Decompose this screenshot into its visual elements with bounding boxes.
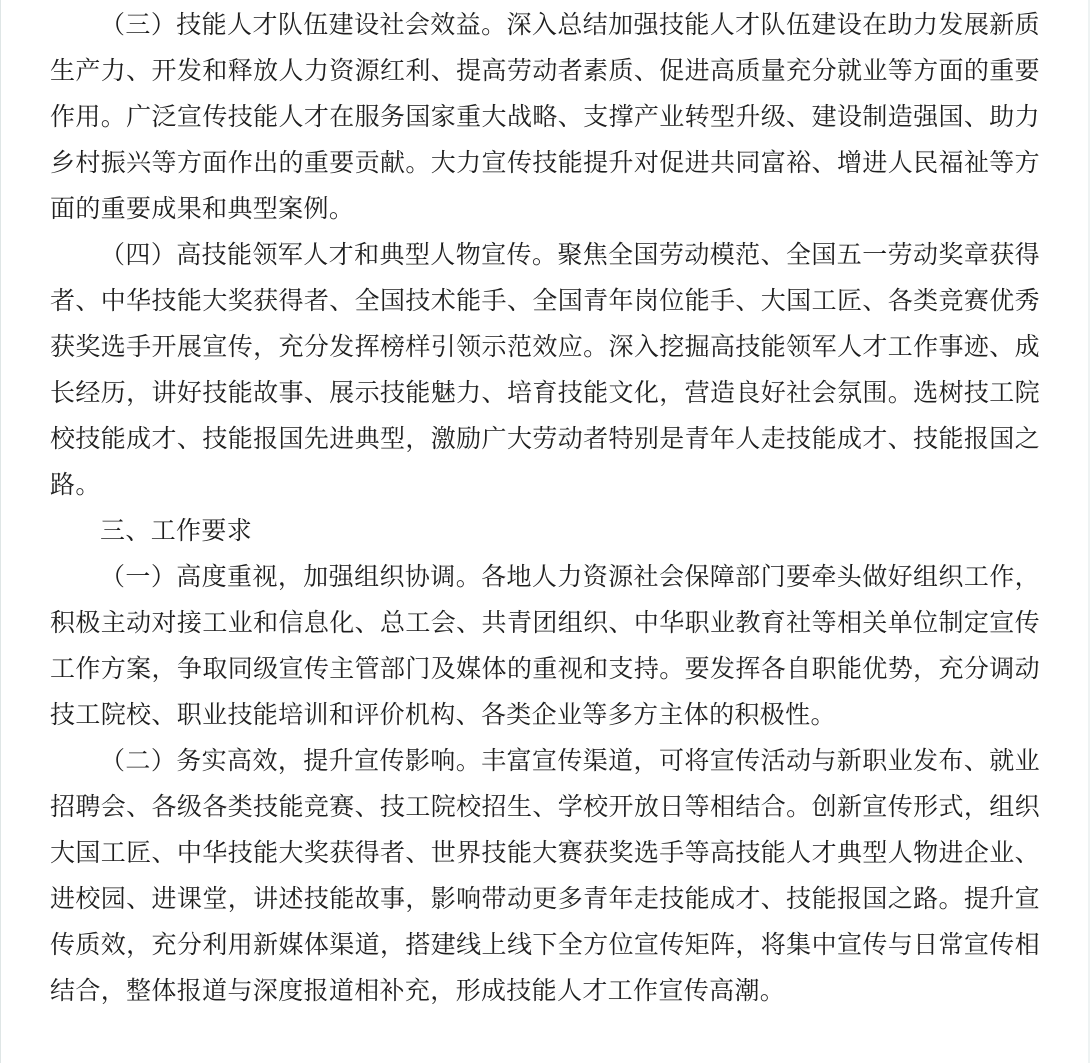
section-heading-work-requirements: 三、工作要求 xyxy=(100,516,253,545)
document-body xyxy=(50,2,1040,1014)
paragraph-organization-coordination: （一）高度重视，加强组织协调。各地人力资源社会保障部门要牵头做好组织工作，积极主动对接工业和信息化、总工会、共青团组织、中华职业教育社等相关单位制定宣传工作方案，争取同级宣传主管部门及媒体的重视和支持。要发挥各自职能优势，充分调动技工院校、职业技能培训和评价机构、各类企业等多方主体的积极性。 xyxy=(50,562,1040,729)
right-border xyxy=(1088,0,1090,1063)
paragraph-social-benefits: （三）技能人才队伍建设社会效益。深入总结加强技能人才队伍建设在助力发展新质生产力、开发和释放人力资源红利、提高劳动者素质、促进高质量充分就业等方面的重要作用。广泛宣传技能人才在服务国家重大战略、支撑产业转型升级、建设制造强国、助力乡村振兴等方面作出的重要贡献。大力宣传技能提升对促进共同富裕、增进人民福祉等方面的重要成果和典型案例。 xyxy=(50,10,1040,223)
paragraph-leading-talent-publicity: （四）高技能领军人才和典型人物宣传。聚焦全国劳动模范、全国五一劳动奖章获得者、中华技能大奖获得者、全国技术能手、全国青年岗位能手、大国工匠、各类竞赛优秀获奖选手开展宣传，充分发挥榜样引领示范效应。深入挖掘高技能领军人才工作事迹、成长经历，讲好技能故事、展示技能魅力、培育技能文化，营造良好社会氛围。选树技工院校技能成才、技能报国先进典型，激励广大劳动者特别是青年人走技能成才、技能报国之路。 xyxy=(50,240,1040,499)
left-border xyxy=(0,0,1,1063)
paragraph-publicity-impact: （二）务实高效，提升宣传影响。丰富宣传渠道，可将宣传活动与新职业发布、就业招聘会、各级各类技能竞赛、技工院校招生、学校开放日等相结合。创新宣传形式，组织大国工匠、中华技能大奖获得者、世界技能大赛获奖选手等高技能人才典型人物进企业、进校园、进课堂，讲述技能故事，影响带动更多青年走技能成才、技能报国之路。提升宣传质效，充分利用新媒体渠道，搭建线上线下全方位宣传矩阵，将集中宣传与日常宣传相结合，整体报道与深度报道相补充，形成技能人才工作宣传高潮。 xyxy=(50,746,1040,1005)
